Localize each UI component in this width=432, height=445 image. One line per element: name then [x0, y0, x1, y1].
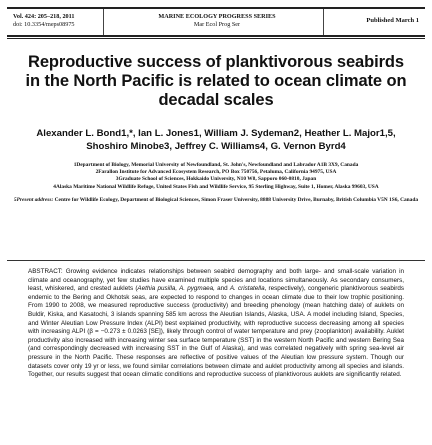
present-address: [10, 197, 422, 204]
abstract-species-2: A. cristatella: [229, 285, 265, 293]
header-divider-right: [323, 9, 324, 35]
paper-title: Reproductive success of planktivorous seabirds in the North Pacific is related to ocean climate on decadal scales: [25, 53, 407, 109]
author-line-1: Alexander L. Bond1,*, Ian L. Jones1, William J. Sydeman2, Heather L. Major1,5,: [36, 128, 396, 139]
doi: doi: 10.3354/meps08975: [13, 21, 75, 28]
affiliation-3: 3Graduate School of Sciences, Hokkaido University, N10 W8, Sapporo 060-0810, Japan: [115, 176, 317, 183]
header-bottom-rule: [7, 35, 425, 37]
volume-line: Vol. 424: 205–218, 2011: [13, 13, 75, 20]
present-address-text: Centre for Wildlife Ecology, Department of Biological Sciences, Simon Fraser University, 8888 University Drive, Burnaby, British Columbia V5N 1S6, Canada: [54, 196, 419, 203]
journal-name: MARINE ECOLOGY PROGRESS SERIES: [158, 13, 276, 20]
abstract: [28, 268, 404, 380]
header-bottom-rule-thin: [7, 38, 425, 39]
header-divider-left: [103, 9, 104, 35]
present-address-label: 5Present address:: [13, 196, 54, 203]
affiliations: [10, 162, 422, 204]
abstract-part-2: and: [214, 285, 230, 293]
abstract-rule: [7, 260, 425, 261]
abstract-part-3: , respectively), congeneric planktivorous seabirds endemic to the Bering and Okhotsk seas, are expected to respond to changes in ocean climate due to their low trophic positioning. From 1990 to 2008, we measured reproductive success (productivity) and breeding phenology (mean hatching date) of auklets on Buldir, Kiska, and Kasatochi, 3 islands spanning 585 km across the Aleutian Islands, Alaska, USA. A model including Island, Species, and Winter Aleutian Low Pressure Index (ALPI) best explained productivity, with reproductive success decreasing among all species with increasing ALPI (β = −0.273 ± 0.0263 [SE]), likely through control of water temperature and prey (zooplankton) availability. Auklet productivity also increased with increasing winter sea surface temperature (SST) in the western North Pacific and western Bering Sea (and correspondingly decreased with increasing SST in the Gulf of Alaska), and was correlated negatively with spring sea-level air pressure in the North Pacific. These responses are reflective of positive values of the Aleutian low pressure system. Though our datasets cover only 19 yr or less, we found similar correlations between climate and auklet productivity among all species and islands. Together, our results suggest that ocean climatic conditions and reproductive success of planktivorous auklets are significantly related.: [28, 285, 404, 379]
affiliation-4: 4Alaska Maritime National Wildlife Refuge, United States Fish and Wildlife Service, 95 Sterling Highway, Suite 1, Homer, Alaska 99603, USA: [53, 183, 379, 190]
journal-header: [7, 9, 425, 35]
published-date: Published March 1: [366, 17, 419, 24]
author-list: [10, 127, 422, 153]
journal-abbrev: Mar Ecol Prog Ser: [193, 21, 241, 28]
author-line-2: Shoshiro Minobe3, Jeffrey C. Williams4, G. Vernon Byrd4: [86, 141, 346, 152]
journal-block: [107, 13, 327, 29]
affiliation-2: 2Farallon Institute for Advanced Ecosystem Research, PO Box 750756, Petaluma, California 94975, USA: [95, 169, 337, 176]
abstract-part-1: ABSTRACT: Growing evidence indicates relationships between seabird demography and both large- and small-scale variation in climate and oceanography, yet few studies have examined multiple species and locations simultaneously. As secondary consumers, least, whiskered, and crested auklets (: [28, 268, 404, 293]
citation-block: [13, 13, 75, 29]
affiliation-1: 1Department of Biology, Memorial University of Newfoundland, St. John's, Newfoundland and Labrador A1B 3X9, Canada: [73, 162, 359, 168]
abstract-species-1: Aethia pusilla, A. pygmaea,: [137, 285, 215, 293]
